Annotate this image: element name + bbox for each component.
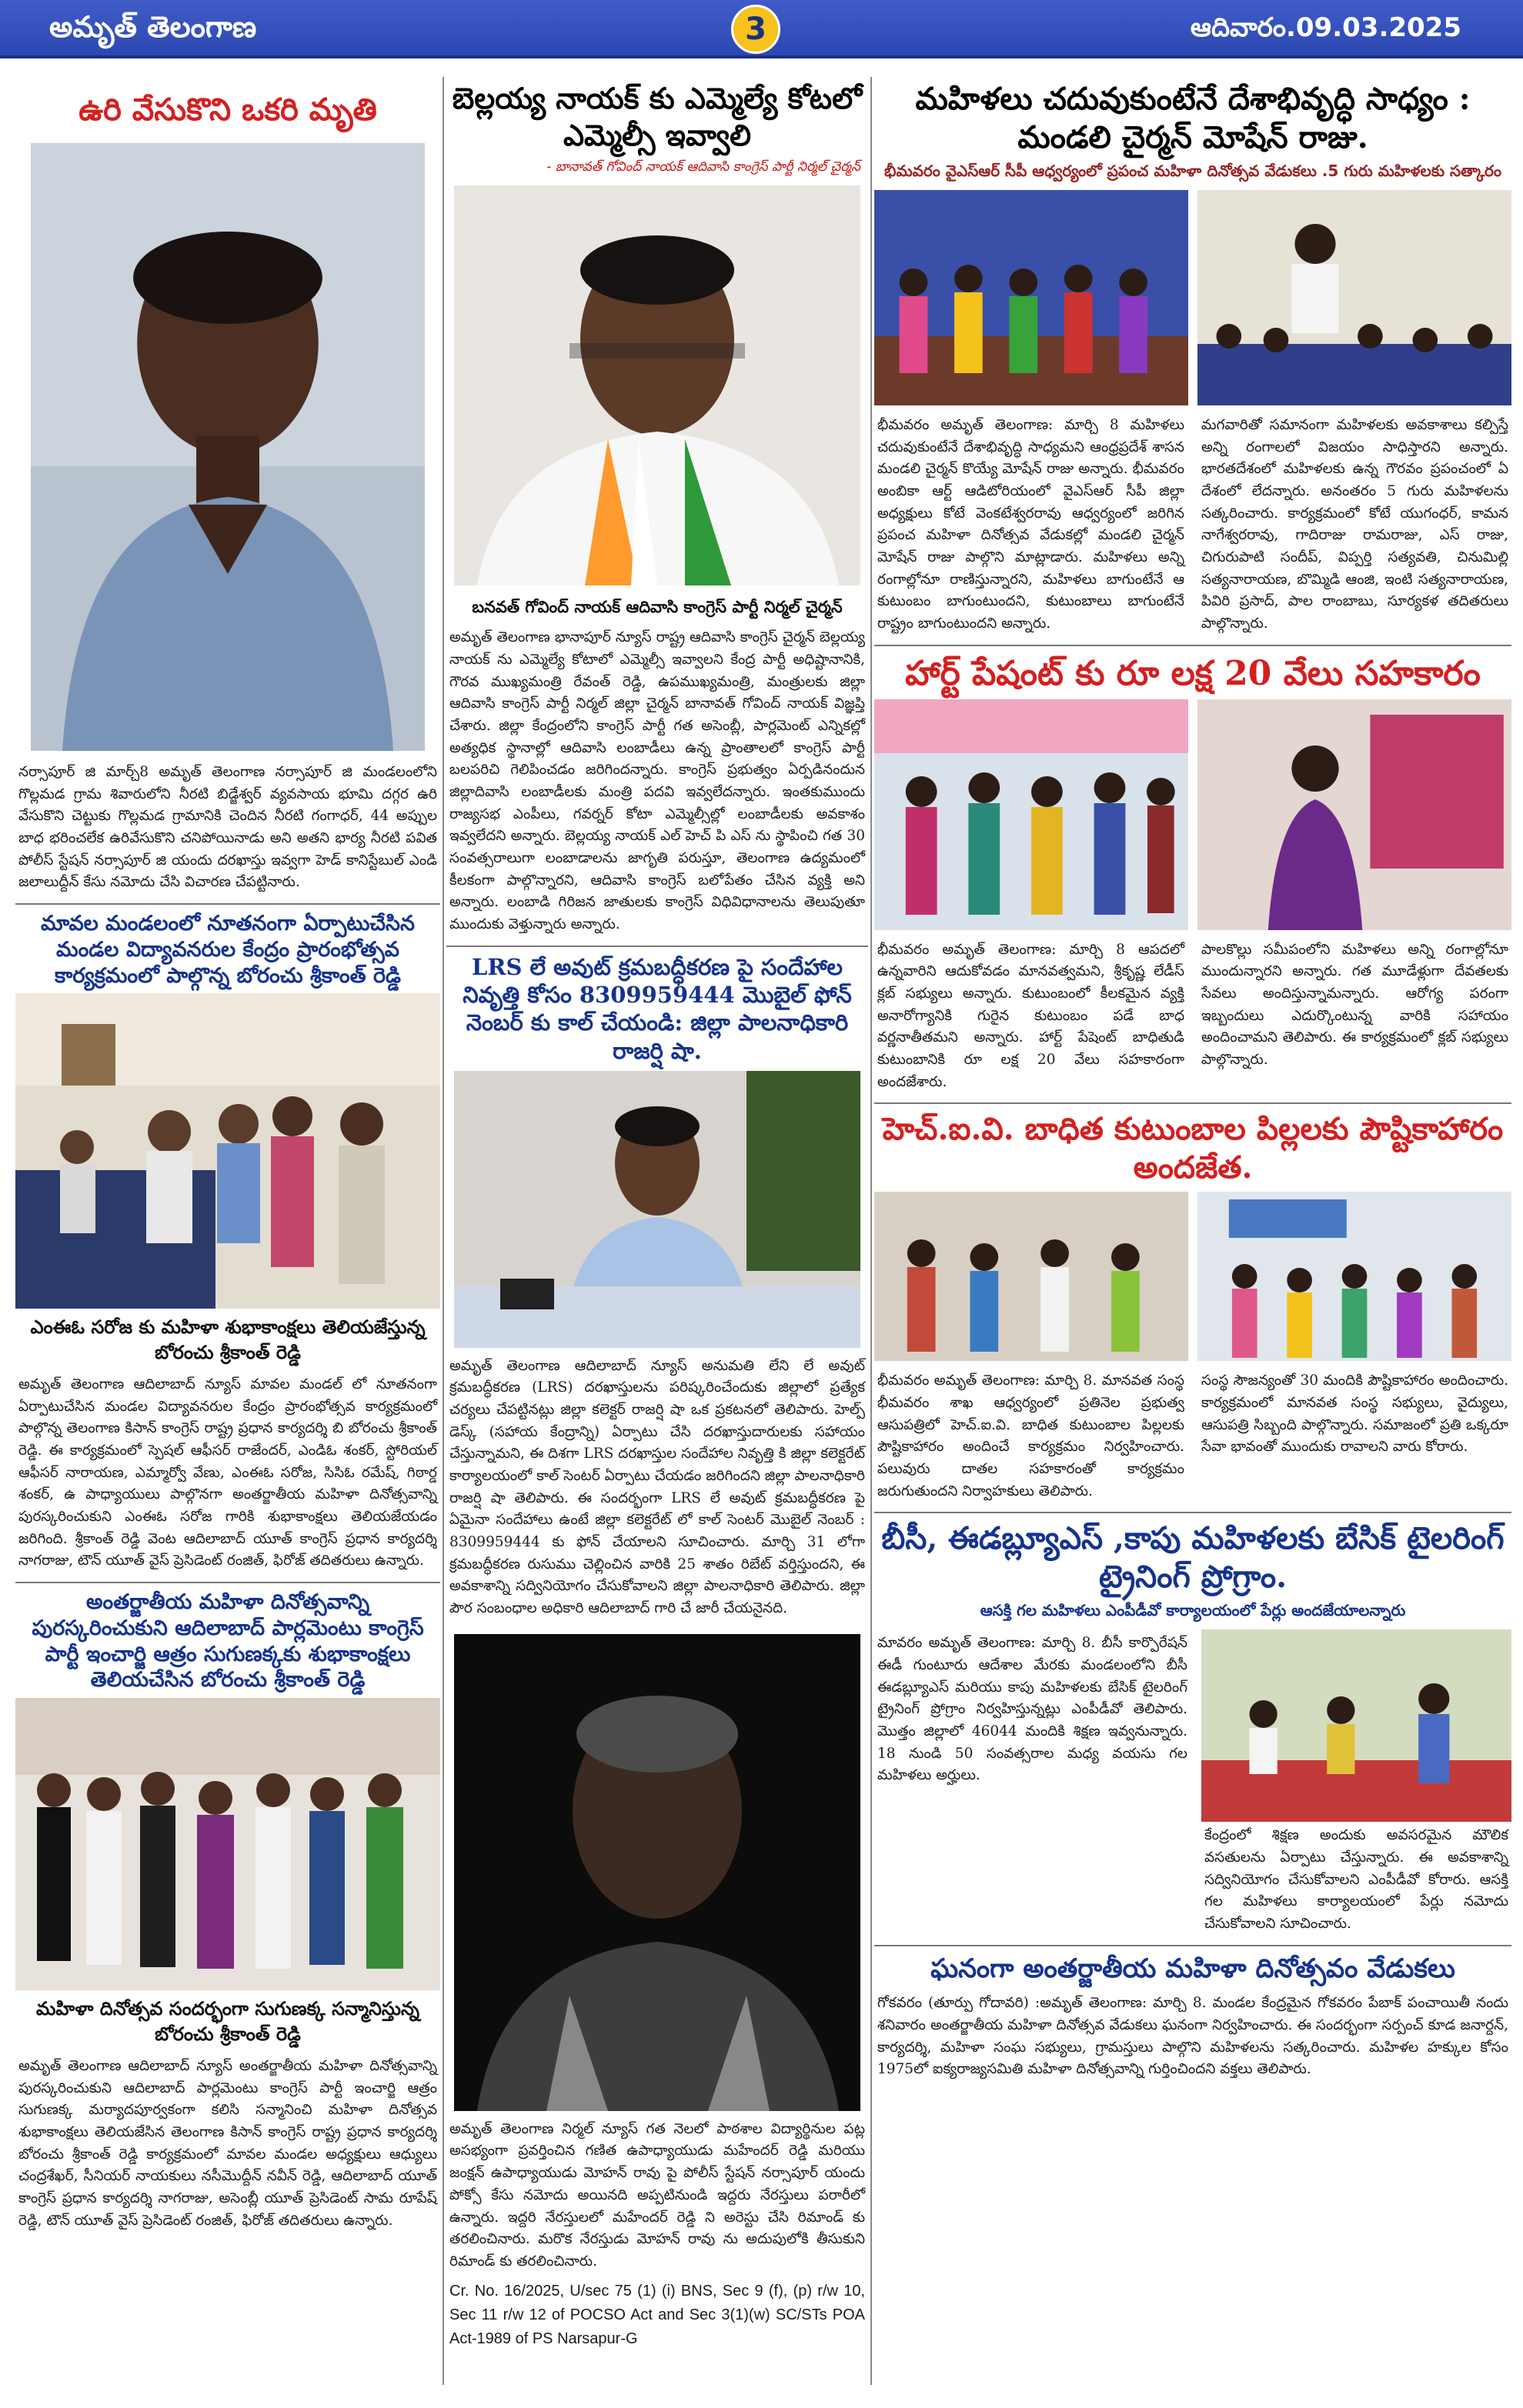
article-body-sugunakka: అమృత్ తెలంగాణ ఆదిలాబాద్ న్యూస్ అంతర్జాతీయ మహిళా దినోత్సవాన్ని పురస్కరించుకుని ఆదిలాబాద్ పార్లమెంటు కాంగ్రెస్ పార్టీ ఇంచార్జి ఆత్రం సుగుణక్క మర్యాదపూర్వకంగా కలిసి సన్మానించి మహిళా దినోత్సవ శుభాకాంక్షలు తెలియజేసిన తెలంగాణ కిసాన్ కాంగ్రెస్ రాష్ట్ర ప్రధాన కార్యదర్శి బోరంచు శ్రీకాంత్ రెడ్డి కార్యక్రమంలో మావల మండల అధ్యక్షులు ఆధ్యులు చంద్రశేఖర్, సీనియర్ నాయకులు నసీమొద్దీన్ నవీన్ రెడ్డి, ఆదిలాబాద్ యూత్ కాంగ్రెస్ ప్రధాన కార్యదర్శి నాగరాజు, అసెంబ్లీ యూత్ ప్రెసిడెంట్ సామ రూపేష్ రెడ్డి, టౌన్ యూత్ వైస్ ప్రెసిడెంట్ రంజిత్, ఫిరోజ్ తదితరులు ఉన్నారు.	[18, 2057, 437, 2229]
column-divider	[870, 77, 872, 2385]
article-body-lrs: అమృత్ తెలంగాణ ఆదిలాబాద్ న్యూస్ అనుమతి లేని లే అవుట్ క్రమబద్ధీకరణ (LRS) దరఖాస్తులను పరిష్కరించేందుకు జిల్లాలో ప్రత్యేక చర్యలు చేపట్టినట్లు జిల్లా కలెక్టర్ రాజర్షి షా ఒక ప్రకటనలో తెలిపారు. హెల్ప్ డెస్క్ (సహాయ కేంద్రాన్ని) ఏర్పాటు చేసి దరఖాస్తుదారులకు సహాయం చేస్తున్నామని, ఈ దిశగా LRS దరఖాస్తుల సందేహాల నివృత్తి కి జిల్లా కలెక్టరేట్ కార్యాలయంలో కాల్ సెంటర్ ఏర్పాటు చేయడం జరిగిందని జిల్లా పాలనాధికారి రాజర్షి షా తెలిపారు. ఈ సందర్భంగా LRS లే అవుట్ క్రమబద్ధీకరణ పై ఏమైనా సందేహాలు ఉంటే జిల్లా కలెక్టరేట్ లో కాల్ సెంటర్ మొబైల్ నెంబర్ : 8309959444 కు ఫోన్ చేయాలని సూచించారు. మార్చి 31 లోగా క్రమబద్ధీకరణ రుసుము చెల్లించిన వారికి 25 శాతం రిబేట్ వర్తిస్తుందని, ఈ అవకాశాన్ని సద్వినియోగం చేసుకోవాలని జిల్లా పాలనాధికారి తెలిపారు. జిల్లా పౌర సంబంధాల అధికారి ఆదిలాబాద్ గారి చే జారీ చేయనైనది.	[449, 1357, 865, 1617]
column-middle	[446, 77, 868, 2385]
portrait-photo-man	[31, 143, 425, 751]
article-body-hiv-right: సంస్థ సౌజన్యంతో 30 మందికి పౌష్టికాహారం అందించారు. కార్యక్రమంలో మానవత సంస్థ సభ్యులు, వైద్యులు, ఆసుపత్రి సిబ్బంది పాల్గొన్నారు. సమాజంలో ప్రతి ఒక్కరూ సేవా భావంతో ముందుకు రావాలని వారు కోరారు.	[1201, 1372, 1508, 1456]
photo-collector-rajarshi-shah	[454, 1071, 860, 1348]
masthead	[0, 0, 1523, 58]
article-body-tailoring-left: మావరం అమృత్ తెలంగాణ: మార్చి 8. బీసీ కార్పొరేషన్ ఈడీ గుంటూరు ఆదేశాల మేరకు మండలంలోని బీసీ ఈడబ్ల్యూఎస్ మరియు కాపు మహిళలకు బేసిక్ టైలరింగ్ ట్రైనింగ్ ప్రోగ్రాం నిర్వహిస్తున్నట్లు ఎంపీడీవో తెలిపారు. మొత్తం జిల్లాలో 46044 మందికి శిక్షణ ఇవ్వనున్నారు. 18 నుండి 50 సంవత్సరాల మధ్య వయసు గల మహిళలు అర్హులు.	[877, 1635, 1187, 1784]
headline-hiv-children-nutrition: హెచ్.ఐ.వి. బాధిత కుటుంబాల పిల్లలకు పౌష్టికాహారం అందజేత.	[882, 1111, 1504, 1186]
article-body-heart-patient-left: భీమవరం అమృత్ తెలంగాణ: మార్చి 8 ఆపదలో ఉన్నవారిని ఆదుకోవడం మానవత్వమని, శ్రీకృష్ణ లేడీస్ క్లబ్ సభ్యులు అన్నారు. కుటుంబంలో కీలకమైన వ్యక్తి అనారోగ్యానికి గురైన కుటుంబం పడే బాధ వర్ణనాతీతమని అన్నారు. హార్ట్ పేషెంట్ బాధితుడి కుటుంబానికి రూ లక్ష 20 వేలు సహకారంగా అందజేశారు.	[877, 941, 1184, 1090]
byline-govind-nayak: - బానావత్ గోవింద్ నాయక్ ఆదివాసి కాంగ్రెస్ పార్టీ నిర్మల్ చైర్మన్	[546, 159, 860, 175]
page-number-badge: 3	[731, 5, 780, 54]
issue-date: ఆదివారం.09.03.2025	[1190, 12, 1461, 43]
portrait-photo-govind-nayak	[454, 185, 860, 585]
photo-pair-women-day	[874, 190, 1511, 405]
column-left	[15, 77, 440, 2385]
case-reference: Cr. No. 16/2025, U/sec 75 (1) (i) BNS, Sec 9 (f), (p) r/w 10, Sec 11 r/w 12 of POCSO Act and Sec 3(1)(w) SC/STs POA Act-1989 of PS Narsapur-G	[449, 2282, 865, 2347]
column-divider	[443, 77, 444, 2385]
newspaper-name: అమృత్ తెలంగాణ	[49, 9, 257, 44]
photo-children-group	[1197, 1192, 1511, 1361]
article-body-heart-patient	[874, 936, 1511, 1097]
photo-sugunakka-felicitation	[15, 1698, 440, 1990]
article-body-tailoring-right: కేంద్రంలో శిక్షణ అందుకు అవసరమైన మౌలిక వసతులను ఏర్పాటు చేస్తున్నారు. ఈ అవకాశాన్ని సద్వినియోగం చేసుకోవాలని ఎంపీడీవో కోరారు. ఆసక్తి గల మహిళలు కార్యాలయంలో పేర్లు నమోదు చేసుకోవాలని సూచించారు.	[1204, 1827, 1508, 1933]
caption-sugunakka: మహిళా దినోత్సవ సందర్భంగా సుగుణక్క సన్మానిస్తున్న బోరంచు శ్రీకాంత్ రెడ్డి	[36, 1998, 419, 2045]
article-body-women-education	[874, 412, 1511, 639]
article-body-mavala: అమృత్ తెలంగాణ ఆదిలాబాద్ న్యూస్ మావల మండల్ లో నూతనంగా ఏర్పాటుచేసిన మండల విద్యావనరుల కేంద్రం ప్రారంభోత్సవ కార్యక్రమంలో పాల్గొన్న తెలంగాణ కిసాన్ కాంగ్రెస్ రాష్ట్ర ప్రధాన కార్యదర్శి బి బోరంచు శ్రీకాంత్ రెడ్డి. ఈ కార్యక్రమంలో స్పెషల్ ఆఫీసర్ రాజేందర్, ఎండిఓ శంకర్, స్టోరియల్ ఆఫీసర్ నారాయణ, ఎమ్మార్వో వేణు, ఎంఈఓ సరోజ, సిసిఓ రమేష్, గిఠార్డ శంకర్, ఉ పాధ్యాయులు పాల్గొనగా అంతర్జాతీయ మహిళా దినోత్సవాన్ని పురస్కరించుకుని ఎంఈఓ సరోజ గారికి శుభాకాంక్షలు తెలియజేయడం జరిగింది. శ్రీకాంత్ రెడ్డి వెంట ఆదిలాబాద్ యూత్ కాంగ్రెస్ ప్రధాన కార్యదర్శి నాగరాజు, టౌన్ యూత్ వైస్ ప్రెసిడెంట్ రంజిత్, ఫిరోజ్ తదితరులు ఉన్నారు.	[18, 1376, 437, 1569]
headline-tailoring-training: బీసీ, ఈడబ్ల్యూఎస్ ,కాపు మహిళలకు బేసిక్ టైలరింగ్ ట్రైనింగ్ ప్రోగ్రాం.	[881, 1520, 1505, 1596]
caption-meo-saroja: ఎంఈఓ సరోజ కు మహిళా శుభాకాంక్షలు తెలియజేస్తున్న బోరంచు శ్రీకాంత్ రెడ్డి	[30, 1316, 426, 1363]
headline-womens-day-gokavaram: ఘనంగా అంతర్జాతీయ మహిళా దినోత్సవం వేడుకలు	[930, 1953, 1455, 1984]
article-body-women-education-right: మగవారితో సమానంగా మహిళలకు అవకాశాలు కల్పిస్తే అన్ని రంగాలలో విజయం సాధిస్తారని అన్నారు. భారతదేశంలో మహిళలకు ఉన్న గౌరవం ప్రపంచంలో ఏ దేశంలో లేదన్నారు. అనంతరం 5 గురు మహిళలను సత్కరించారు. కార్యక్రమంలో కోటే యుగంధర్, కామన నాగేశ్వరరావు, గాదిరాజు రామరాజు, ఎస్ రాజు, చిగురుపాటి సందీప్, విప్పర్తి సత్యవతి, చినుమిల్లి సత్యనారాయణ, బొమ్మిడి ఆంజి, ఇంటి సత్యనారాయణ, పివిరి ప్రసాద్, పాల రాంబాబు, సూర్యకళ తదితరులు పాల్గొన్నారు.	[1201, 417, 1508, 632]
photo-pair-hiv-nutrition	[874, 1192, 1511, 1361]
caption-govind-nayak: బనవత్ గోవింద్ నాయక్ ఆదివాసి కాంగ్రెస్ పార్టీ నిర్మల్ చైర్మన్	[472, 598, 843, 616]
article-body-hanging-death: నర్సాపూర్ జి మార్చ్8 అమృత్ తెలంగాణ నర్సాపూర్ జి మండలంలోని గొల్లమడ గ్రామ శివారులోని నీరటి బిడ్జేశ్వర్ వ్యవసాయ భూమి దగ్గర ఉరి వేసుకొని చెట్టుకు గొల్లమడ గ్రామానికి చెందిన నీరటి గంగాధర్, 44 అప్పుల బాధ భరించలేక ఉరివేసుకొని చనిపోయినాడు అని అతని భార్య నీరటి పవిత పోలీస్ స్టేషన్ నర్సాపూర్ జి యందు దరఖాస్తు ఇవ్వగా హెడ్ కానిస్టేబుల్ ఎండి జలాలుద్దీన్ కేసు నమోదు చేసి విచారణ చేపట్టినారు.	[18, 764, 437, 891]
photo-ladies-club	[874, 699, 1188, 930]
headline-sugunakka-greetings: అంతర్జాతీయ మహిళా దినోత్సవాన్ని పురస్కరించుకుని ఆదిలాబాద్ పార్లమెంటు కాంగ్రెస్ పార్టీ ఇంచార్జి ఆత్రం సుగుణక్కకు శుభాకాంక్షలు తెలియచేసిన బోరంచు శ్రీకాంత్ రెడ్డి	[32, 1590, 424, 1693]
photo-woman-speaker	[1197, 699, 1511, 930]
article-body-heart-patient-right: పాలకొల్లు సమీపంలోని మహిళలు అన్ని రంగాల్లోనూ ముందున్నారని అన్నారు. గత మూడేళ్లుగా దేవతలకు సేవలు అందిస్తున్నామన్నారు. ఆరోగ్య పరంగా ఇబ్బందులు ఎదుర్కొంటున్న వారికి సహాయం అందించామని తెలిపారు. ఈ కార్యక్రమంలో క్లబ్ సభ్యులు పాల్గొన్నారు.	[1201, 941, 1508, 1069]
headline-women-education: మహిళలు చదువుకుంటేనే దేశాభివృద్ధి సాధ్యం : మండలి చైర్మన్ మోషేన్ రాజు.	[915, 81, 1471, 155]
photo-mavala-event	[15, 993, 440, 1309]
headline-bellaiah-mlc: బెల్లయ్య నాయక్ కు ఎమ్మెల్యే కోటలో ఎమ్మెల్సీ ఇవ్వాలి	[452, 81, 863, 152]
headline-mavala-resource-centre: మావల మండలంలో నూతనంగా ఏర్పాటుచేసిన మండల విద్యావనరుల కేంద్రం ప్రారంభోత్సవ కార్యక్రమంలో పాల్గొన్న బోరంచు శ్రీకాంత్ రెడ్డి	[41, 912, 415, 988]
column-right	[874, 77, 1511, 2385]
photo-chairman-speaking	[1197, 190, 1511, 405]
photo-tailoring-meeting	[1201, 1629, 1511, 1822]
subheading-bhimavaram-event: భీమవరం వైఎస్ఆర్ సీపీ ఆధ్వర్యంలో ప్రపంచ మహిళా దినోత్సవ వేడుకలు .5 గురు మహిళలకు సత్కారం	[884, 162, 1501, 180]
portrait-photo-accused	[454, 1634, 860, 2111]
article-body-hiv	[874, 1367, 1511, 1506]
subheading-tailoring: ఆసక్తి గల మహిళలు ఎంపీడీవో కార్యాలయంలో పేర్లు అందజేయాలన్నారు	[980, 1601, 1406, 1620]
article-body-gokavaram: గోకవరం (తూర్పు గోదావరి) :అమృత్ తెలంగాణ: మార్చి 8. మండల కేంద్రమైన గోకవరం పేబాక్ పంచాయితీ నందు శనివారం అంతర్జాతీయ మహిళా దినోత్సవ వేడుకలు ఘనంగా నిర్వహించారు. ఈ సందర్భంగా సర్పంచ్ కూడ జనార్దన్, కార్యదర్శి, మహిళా సంఘ సభ్యులు, గ్రామస్తులు పాల్గొని మహిళలను సత్కరించారు. మహిళల హక్కుల కోసం 1975లో ఐక్యరాజ్యసమితి మహిళా దినోత్సవాన్ని గుర్తించిందని వక్తలు తెలిపారు.	[877, 1995, 1508, 2078]
article-body-hiv-left: భీమవరం అమృత్ తెలంగాణ: మార్చి 8. మానవత సంస్థ భీమవరం శాఖ ఆధ్వర్యంలో ప్రతినెల ప్రభుత్వ ఆసుపత్రిలో హెచ్.ఐ.వి. బాధిత కుటుంబాల పిల్లలకు పౌష్టికాహారం అందించే కార్యక్రమం నిర్వహించారు. పలువురు దాతల సహకారంతో కార్యక్రమం జరుగుతుందని నిర్వాహకులు తెలిపారు.	[877, 1372, 1184, 1499]
article-body-bellaiah: అమృత్ తెలంగాణ భానాపూర్ న్యూస్ రాష్ట్ర ఆదివాసి కాంగ్రెస్ చైర్మన్ బెల్లయ్య నాయక్ ను ఎమ్మెల్యే కోటాలో ఎమ్మెల్సీ ఇవ్వాలని కేంద్ర పార్టీ అధిష్టానానికి, గౌరవ ముఖ్యమంత్రి రేవంత్ రెడ్డి, ఉపముఖ్యమంత్రి, మంత్రులకు జిల్లా ఆదివాసి కాంగ్రెస్ పార్టీ నిర్మల్ జిల్లా చైర్మన్ బానావత్ గోవింద్ నాయక్ విజ్ఞప్తి చేశారు. జిల్లా కేంద్రంలోని కాంగ్రెస్ పార్టీ గత అసెంబ్లీ, పార్లమెంట్ ఎన్నికల్లో అత్యధిక స్థానాల్లో ఆదివాసి లంబాడీలు ఉన్న ప్రాంతాలలో కాంగ్రెస్ పార్టీ బలపరిచి గెలిపించడం జరిగిందన్నారు. కాంగ్రెస్ ప్రభుత్వం ఏర్పడినందున జిల్లాదివాసి లంబాడీలకు మంత్రి పదవి ఇవ్వలేదన్నారు. ఇంతకుముందు రాజ్యసభ ఎంపీలు, గవర్నర్ కోటా ఎమ్మెల్సీల్లో లంబాడీలకు అవకాశం ఇవ్వలేదని అన్నారు. బెల్లయ్య నాయక్ ఎల్ హెచ్ పి ఎస్ ను స్థాపించి గత 30 సంవత్సరాలుగా లంబాడాలను జాగృతి పరుస్తూ, తెలంగాణ ఉద్యమంలో కీలకంగా పాల్గొన్నారని, ఆదివాసి కాంగ్రెస్ బలోపేతం చేసిన వ్యక్తి అని అన్నారు. లంబాడి గిరిజన జాతులకు కాంగ్రెస్ విధివిధానాలను తెలుపుతూ ముందుకు వెళ్తున్నారు అన్నారు.	[449, 629, 865, 933]
photo-women-felicitation	[874, 190, 1188, 405]
photo-pair-heart-patient	[874, 699, 1511, 930]
headline-heart-patient-aid: హార్ట్ పేషంట్ కు రూ లక్ష 20 వేలు సహకారం	[905, 653, 1481, 693]
headline-hanging-death: ఉరి వేసుకొని ఒకరి మృతి	[78, 92, 377, 128]
tailoring-section	[874, 1629, 1511, 1938]
article-body-pocso: అమృత్ తెలంగాణ నిర్మల్ న్యూస్ గత నెలలో పాఠశాల విద్యార్థినుల పట్ల అసభ్యంగా ప్రవర్తించిన గణిత ఉపాధ్యాయుడు మహేందర్ రెడ్డి మరియు జంక్షన్ ఉపాధ్యాయుడు మోహన్ రావు పై పోలీస్ స్టేషన్ నర్సాపూర్ యందు పోక్సో కేసు నమోదు అయినది అప్పటినుండి ఇద్దరు నేరస్తులు పరారీలో ఉన్నారు. ఇద్దరి నేరస్తులలో మహేందర్ రెడ్డి ని అరెస్టు చేసి రిమాండ్ కు తరలించినారు. మరొక నేరస్తుడు మోహన్ రావు ను అదుపులోకి తీసుకుని రిమాండ్ కు తరలించినారు.	[449, 2120, 865, 2270]
headline-lrs-helpline: LRS లే అవుట్ క్రమబద్ధీకరణ పై సందేహాల నివృత్తి కోసం 8309959444 మొబైల్ ఫోన్ నెంబర్ కు కాల్ చేయండి: జిల్లా పాలనాధికారి రాజర్షి షా.	[463, 953, 852, 1064]
article-body-women-education-left: భీమవరం అమృత్ తెలంగాణ: మార్చి 8 మహిళలు చదువుకుంటేనే దేశాభివృద్ధి సాధ్యమని ఆంధ్రప్రదేశ్ శాసన మండలి చైర్మన్ కొయ్యే మోషేన్ రాజు అన్నారు. భీమవరం అంబికా ఆర్ట్ ఆడిటోరియంలో వైఎస్ఆర్ సీపీ జిల్లా అధ్యక్షులు కోటే వెంకటేశ్వరరావు ఆధ్వర్యంలో జరిగిన ప్రపంచ మహిళా దినోత్సవ వేడుకల్లో మండలి చైర్మన్ మోషేన్ రాజు పాల్గొని మాట్లాడారు. మహిళలు అన్ని రంగాల్లోనూ రాణిస్తున్నారని, మహిళలు బాగుంటేనే ఆ కుటుంబం బాగుంటుందని, కుటుంబాలు బాగుంటేనే రాష్ట్రం బాగుంటుందని అన్నారు.	[877, 417, 1184, 632]
photo-nutrition-distribution	[874, 1192, 1188, 1361]
